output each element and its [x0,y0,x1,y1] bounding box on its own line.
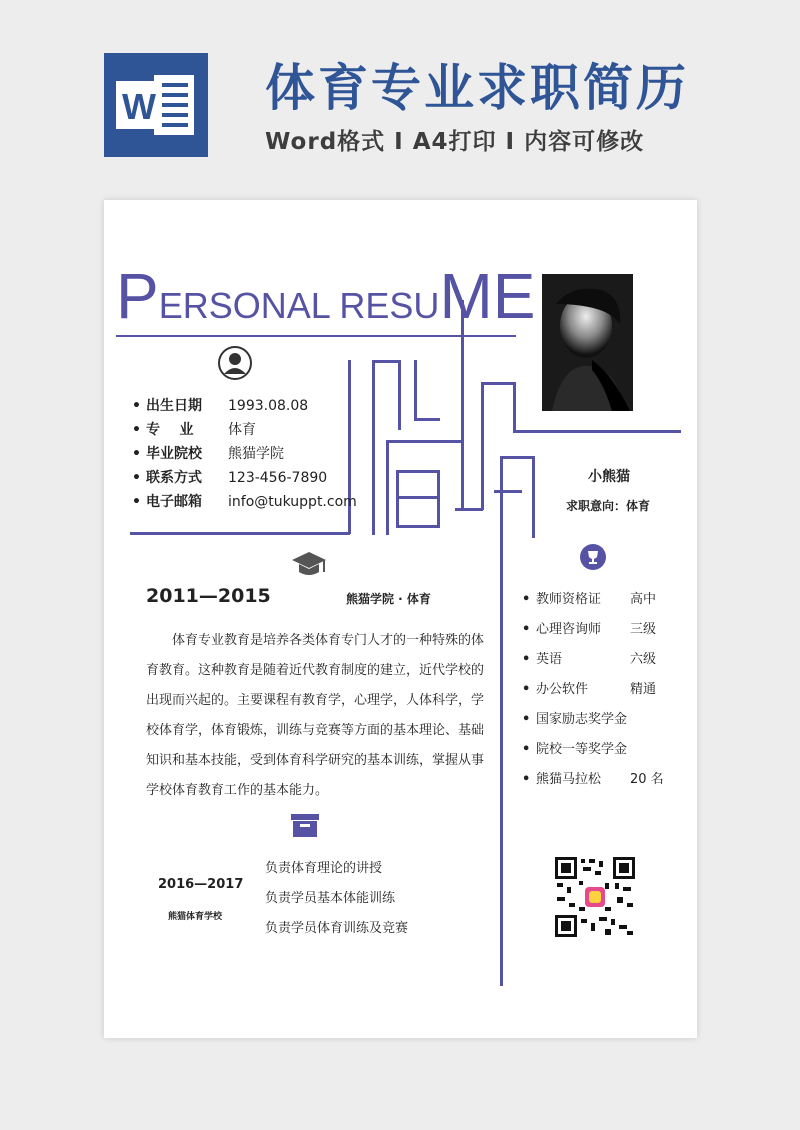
list-item: • 国家励志奖学金 [522,712,628,727]
page-title: 体育专业求职简历 [265,59,689,117]
work-school: 熊猫体育学校 [168,912,223,922]
qr-code [555,857,635,937]
list-item: 负责体育理论的讲授 [265,861,383,876]
graduation-cap-icon [290,550,328,582]
info-row: • 出生日期 1993.08.08 [132,394,357,418]
list-item: • 熊猫马拉松 20 名 [522,772,664,787]
info-label: 专 业 [146,422,194,438]
resume-title-middle: ERSONAL RESU [158,285,440,326]
info-label: 毕业院校 [146,446,202,462]
info-value: 熊猫学院 [228,446,284,462]
list-item: • 教师资格证 高中 [522,592,657,607]
info-value: info@tukuppt.com [228,494,357,510]
info-label: 出生日期 [146,398,202,414]
briefcase-icon [290,812,320,838]
candidate-name: 小熊猫 [588,469,630,485]
info-value: 体育 [228,422,256,438]
list-item: • 办公软件 精通 [522,682,657,697]
info-value: 1993.08.08 [228,398,309,414]
word-icon-letter: W [122,86,156,127]
job-intent: 求职意向：体育 [566,499,651,513]
list-item: 负责学员体育训练及竞赛 [265,921,409,936]
work-duty-list [265,857,408,947]
profile-photo [542,274,633,411]
list-item: 负责学员基本体能训练 [265,891,396,906]
trophy-icon [580,544,606,570]
info-label: 联系方式 [146,470,202,486]
info-label: 电子邮箱 [146,494,202,510]
info-row: • 专 业 体育 [132,418,357,442]
list-item: • 院校一等奖学金 [522,742,628,757]
info-row: • 毕业院校 熊猫学院 [132,442,357,466]
info-value: 123-456-7890 [228,470,328,486]
resume-title [116,260,536,332]
person-icon [218,346,252,380]
list-item: • 心理咨询师 三级 [522,622,657,637]
education-description: 体育专业教育是培养各类体育专门人才的一种特殊的体育教育。这种教育是随着近代教育制度的建立，近代学校的出现而兴起的。主要课程有教育学，心理学，人体科学，学校体育学，体育锻炼，训练与竞赛等方面的基本理论、基础知识和基本技能，受到体育科学研究的基本训练，掌握从事学校体育教育工作的基本能力。 [146,633,485,798]
education-school: 熊猫学院 · 体育 [346,592,431,606]
certificate-list [522,588,664,798]
personal-info-list [132,394,357,514]
page-subtitle: Word格式 I A4打印 I 内容可修改 [265,129,645,155]
education-years: 2011—2015 [146,585,271,607]
work-years: 2016—2017 [158,877,244,892]
list-item: • 英语 六级 [522,652,657,667]
resume-title-p: P [116,260,159,332]
info-row: • 联系方式 123-456-7890 [132,466,357,490]
word-icon [104,53,208,157]
info-row: • 电子邮箱 info@tukuppt.com [132,490,357,514]
resume-title-me: ME [439,260,536,332]
